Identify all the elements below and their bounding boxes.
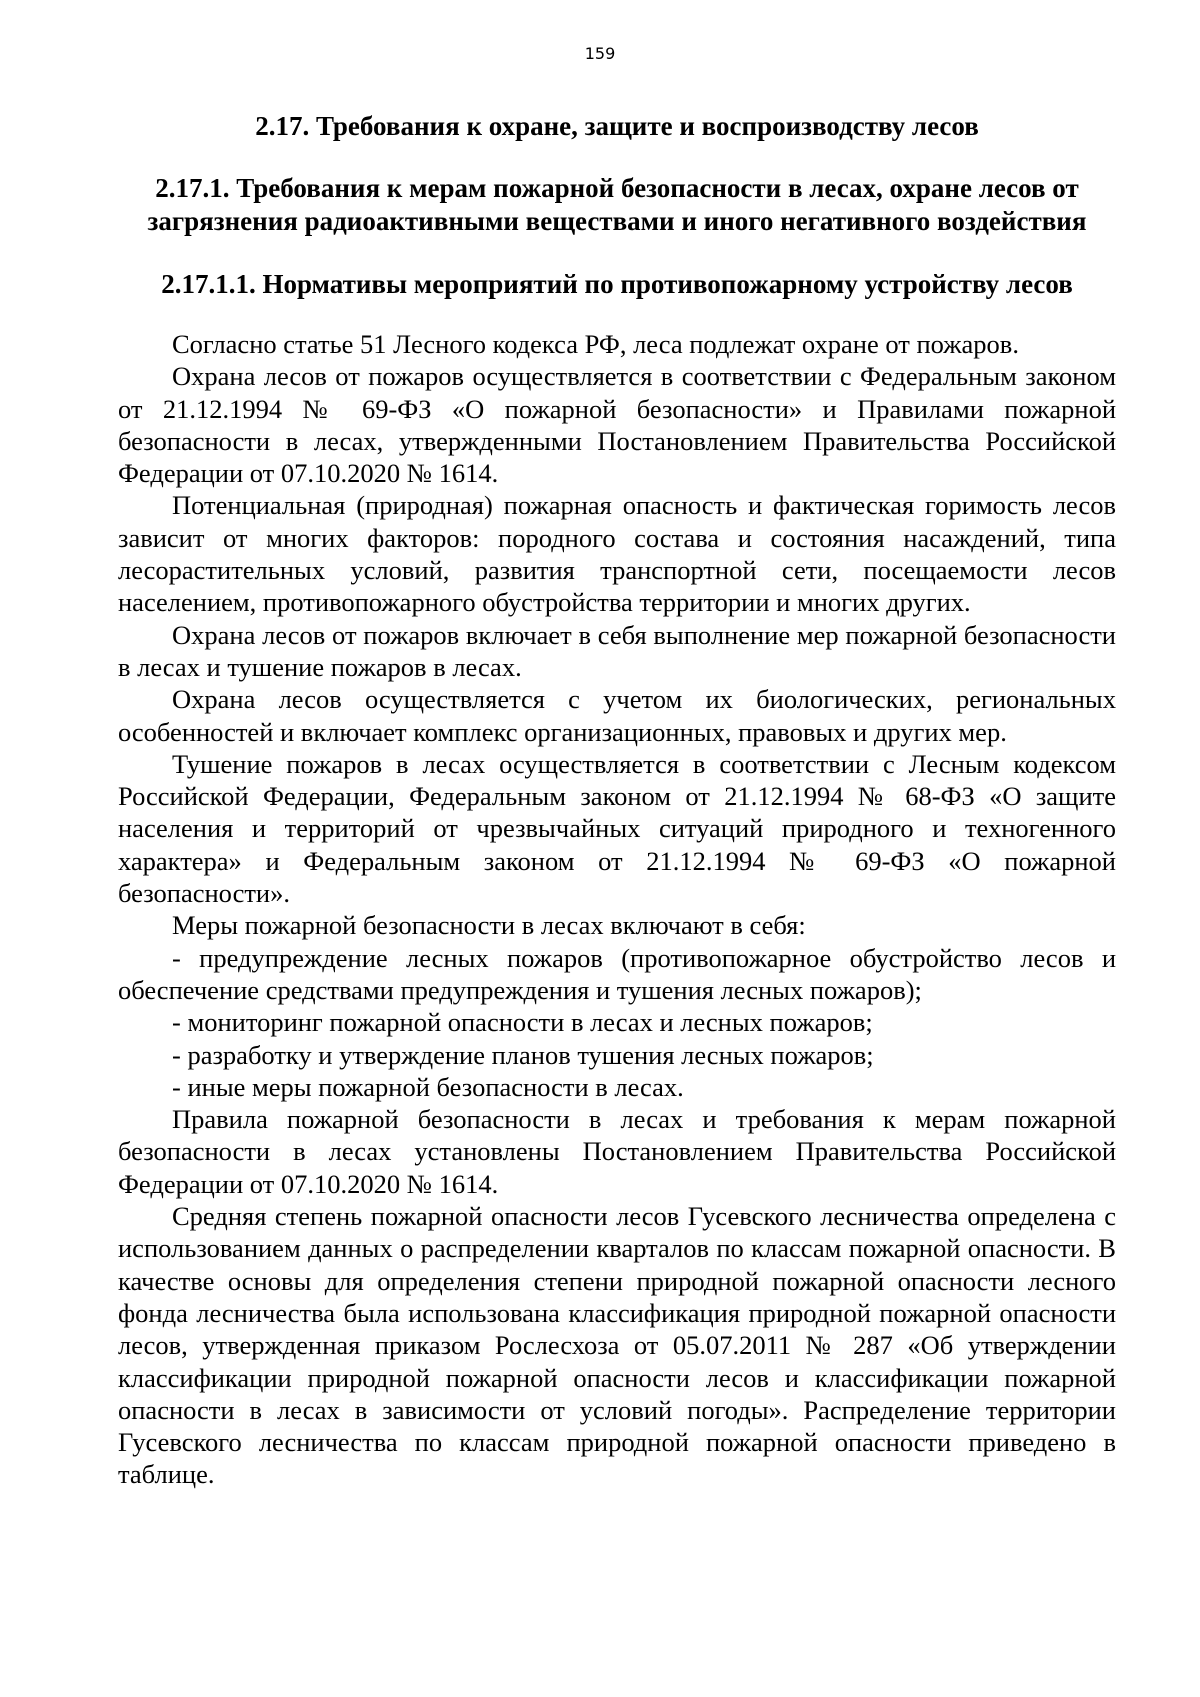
section-heading: 2.17. Требования к охране, защите и воспроизводству лесов [255, 111, 979, 141]
paragraph: Меры пожарной безопасности в лесах включают в себя: [172, 910, 806, 941]
paragraph: Потенциальная (природная) пожарная опасность и фактическая горимость лесов зависит от многих факторов: породного состава и состояния насаждений, типа лесорастительных условий, развития транспортной сети, посещаемости лесов населением, противопожарного обустройства территории и многих других. [118, 490, 1116, 618]
paragraph: Охрана лесов осуществляется с учетом их биологических, региональных особенностей и включает комплекс организационных, правовых и других мер. [118, 684, 1116, 747]
page-number: 159 [584, 44, 616, 63]
body-text [118, 328, 1116, 1491]
subsection-heading: 2.17.1. Требования к мерам пожарной безопасности в лесах, охране лесов от загрязнения радиоактивными веществами и иного негативного воздействия [147, 173, 1087, 236]
paragraph: Охрана лесов от пожаров осуществляется в соответствии с Федеральным законом от 21.12.1994 № 69-ФЗ «О пожарной безопасности» и Правилами пожарной безопасности в лесах, утвержденными Постановлением Правительства Российской Федерации от 07.10.2020 № 1614. [118, 361, 1116, 489]
list-item: - разработку и утверждение планов тушения лесных пожаров; [172, 1039, 874, 1070]
paragraph: Средняя степень пожарной опасности лесов Гусевского лесничества определена с использованием данных о распределении кварталов по классам пожарной опасности. В качестве основы для определения степени природной пожарной опасности лесного фонда лесничества была использована классификация природной пожарной опасности лесов, утвержденная приказом Рослесхоза от 05.07.2011 № 287 «Об утверждении классификации природной пожарной опасности лесов и классификации пожарной опасности в лесах в зависимости от условий погоды». Распределение территории Гусевского лесничества по классам природной пожарной опасности приведено в таблице. [118, 1201, 1116, 1490]
list-item: - мониторинг пожарной опасности в лесах и лесных пожаров; [172, 1007, 873, 1038]
list-item: - иные меры пожарной безопасности в лесах. [172, 1071, 684, 1102]
page-content [118, 110, 1116, 1491]
paragraph: Правила пожарной безопасности в лесах и требования к мерам пожарной безопасности в лесах установлены Постановлением Правительства Российской Федерации от 07.10.2020 № 1614. [118, 1104, 1116, 1199]
paragraph: Охрана лесов от пожаров включает в себя выполнение мер пожарной безопасности в лесах и тушение пожаров в лесах. [118, 619, 1116, 682]
paragraph: Тушение пожаров в лесах осуществляется в соответствии с Лесным кодексом Российской Федерации, Федеральным законом от 21.12.1994 № 68-ФЗ «О защите населения и территорий от чрезвычайных ситуаций природного и техногенного характера» и Федеральным законом от 21.12.1994 № 69-ФЗ «О пожарной безопасности». [118, 748, 1116, 909]
list-item: - предупреждение лесных пожаров (противопожарное обустройство лесов и обеспечение средствами предупреждения и тушения лесных пожаров); [118, 942, 1116, 1005]
paragraph: Согласно статье 51 Лесного кодекса РФ, леса подлежат охране от пожаров. [172, 329, 1019, 359]
subsubsection-heading: 2.17.1.1. Нормативы мероприятий по противопожарному устройству лесов [161, 269, 1073, 299]
